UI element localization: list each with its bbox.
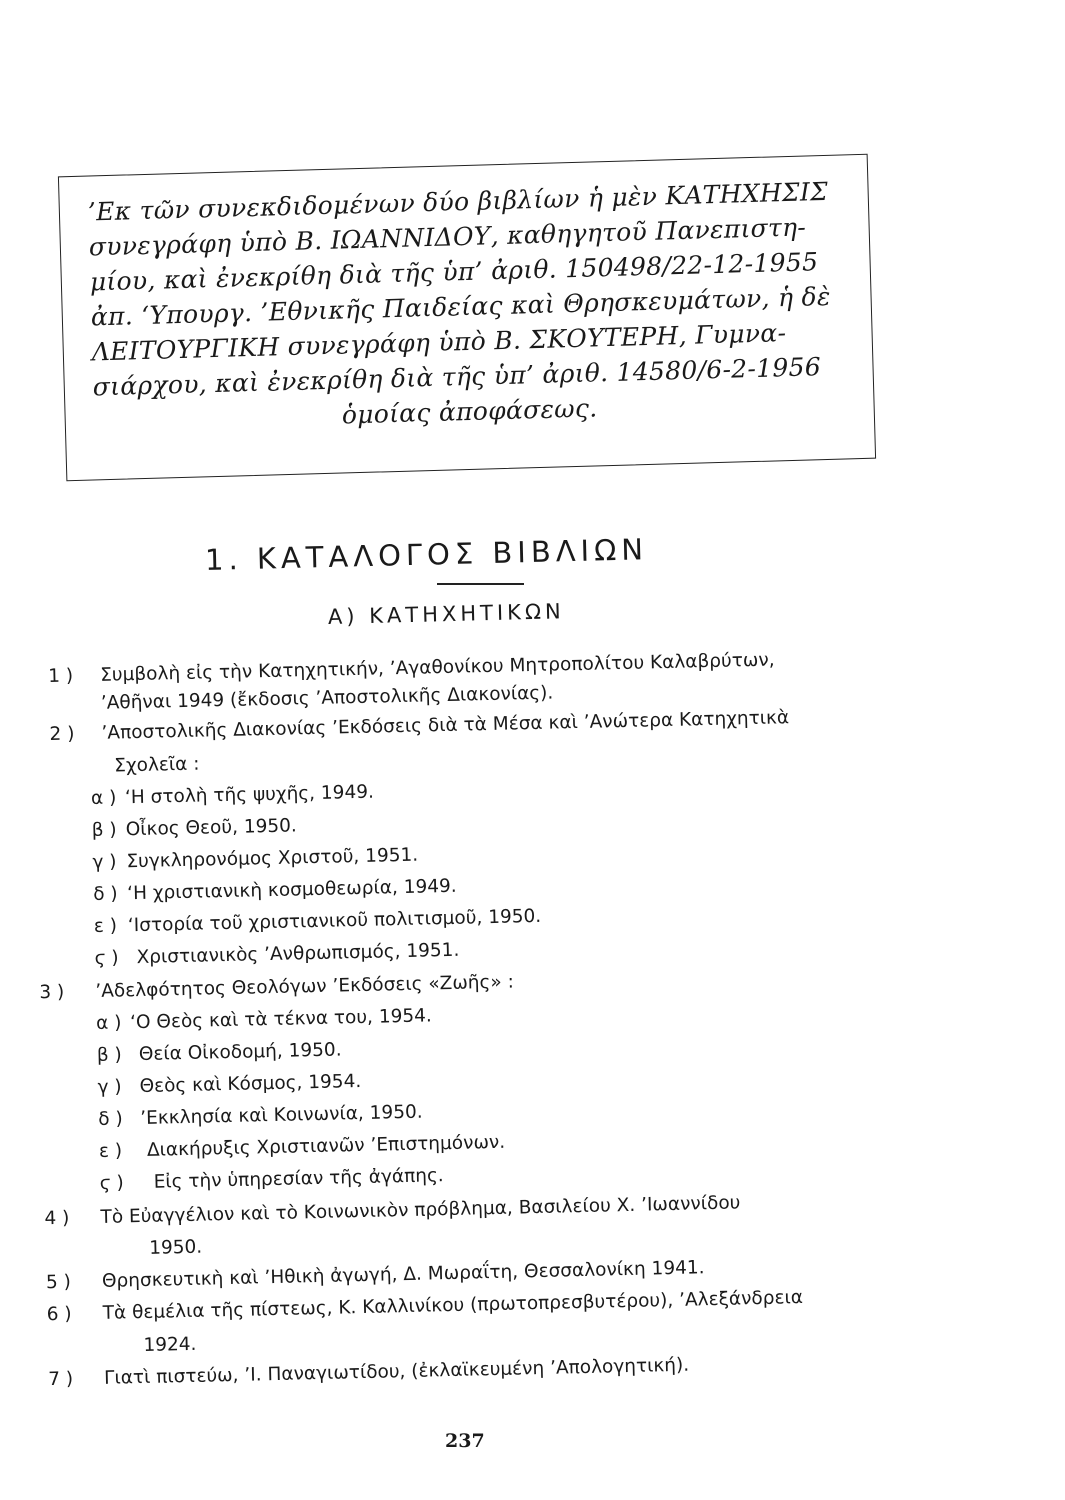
list-item: ϛ ) Εἰς τὴν ὑπηρεσίαν τῆς ἀγάπης.	[99, 1165, 444, 1194]
notice-line: ὁμοίας ἀποφάσεως.	[341, 393, 598, 430]
list-item: 6 ) Τὰ θεμέλια τῆς πίστεως, Κ. Καλλινίκου (πρωτοπρεσβυτέρου), ’Αλεξάνδρεια	[46, 1287, 804, 1326]
list-item: γ ) Συγκληρονόμος Χριστοῦ, 1951.	[92, 844, 419, 874]
approval-notice-box	[58, 154, 876, 481]
page-number: 237	[445, 1430, 485, 1452]
list-item: α ) ‘Ο Θεὸς καὶ τὰ τέκνα του, 1954.	[95, 1005, 433, 1034]
title-divider	[437, 583, 524, 585]
list-item: ε ) ‘Ιστορία τοῦ χριστιανικοῦ πολιτισμοῦ, 1950.	[93, 905, 542, 938]
list-item: 1924.	[143, 1333, 197, 1357]
list-item: δ ) ‘Η χριστιανικὴ κοσμοθεωρία, 1949.	[92, 875, 457, 906]
list-item: ϛ ) Χριστιανικὸς ’Ανθρωπισμός, 1951.	[94, 939, 460, 970]
list-item: 1 ) Συμβολὴ εἰς τὴν Κατηχητικήν, ’Αγαθονίκου Μητροπολίτου Καλαβρύτων,	[48, 649, 775, 687]
list-item: 2 ) ’Αποστολικῆς Διακονίας ’Εκδόσεις διὰ τὰ Μέσα καὶ ’Ανώτερα Κατηχητικὰ	[49, 707, 790, 745]
list-item: 4 ) Τὸ Εὐαγγέλιον καὶ τὸ Κοινωνικὸν πρόβλημα, Βασιλείου Χ. ’Ιωαννίδου	[44, 1192, 741, 1230]
list-item: 3 ) ’Αδελφότητος Θεολόγων ’Εκδόσεις «Ζωῆς» :	[39, 971, 515, 1004]
notice-line: μίου, καὶ ἐνεκρίθη διὰ τῆς ὑπ’ ἀριθ. 150498/22-12-1955	[89, 247, 819, 297]
notice-line: συνεγράφη ὑπὸ Β. ΙΩΑΝΝΙΔΟΥ, καθηγητοῦ Πανεπιστη-	[88, 212, 807, 262]
list-item: 5 ) Θρησκευτικὴ καὶ ’Ηθικὴ ἀγωγή, Δ. Μωραΐτη, Θεσσαλονίκη 1941.	[45, 1257, 705, 1294]
list-item: ’Αθῆναι 1949 (ἔκδοσις ’Αποστολικῆς Διακονίας).	[100, 682, 554, 714]
list-item: Σχολεῖα :	[114, 753, 200, 777]
list-item: 7 ) Γιατὶ πιστεύω, ’Ι. Παναγιωτίδου, (ἐκλαϊκευμένη ’Απολογητική).	[47, 1354, 690, 1391]
list-item: 1950.	[148, 1236, 203, 1259]
notice-line: σιάρχου, καὶ ἐνεκρίθη διὰ τῆς ὑπ’ ἀριθ. 14580/6-2-1956	[92, 352, 822, 402]
book-catalog-list	[39, 646, 948, 1391]
list-item: β ) Θεία Οἰκοδομή, 1950.	[96, 1039, 342, 1066]
notice-line: ἀπ. ‘Υπουργ. ’Εθνικῆς Παιδείας καὶ Θρησκευμάτων, ἡ δὲ	[90, 281, 831, 332]
list-item: ε ) Διακήρυξις Χριστιανῶν ’Επιστημόνων.	[98, 1131, 506, 1162]
list-item: β ) Οἶκος Θεοῦ, 1950.	[91, 815, 298, 842]
list-item: γ ) Θεὸς καὶ Κόσμος, 1954.	[97, 1071, 362, 1098]
subsection-title: Α) ΚΑΤΗΧΗΤΙΚΩΝ	[327, 599, 565, 629]
notice-line: ΛΕΙΤΟΥΡΓΙΚΗ συνεγράφη ὑπὸ Β. ΣΚΟΥΤΕΡΗ, Γυμνα-	[91, 318, 787, 367]
section-title: 1. ΚΑΤΑΛΟΓΟΣ ΒΙΒΛΙΩΝ	[204, 532, 649, 577]
list-item: δ ) ’Εκκλησία καὶ Κοινωνία, 1950.	[98, 1101, 423, 1130]
notice-line: ’Εκ τῶν συνεκδιδομένων δύο βιβλίων ἡ μὲν ΚΑΤΗΧΗΣΙΣ	[87, 176, 829, 227]
list-item: α ) ‘Η στολὴ τῆς ψυχῆς, 1949.	[90, 781, 375, 810]
